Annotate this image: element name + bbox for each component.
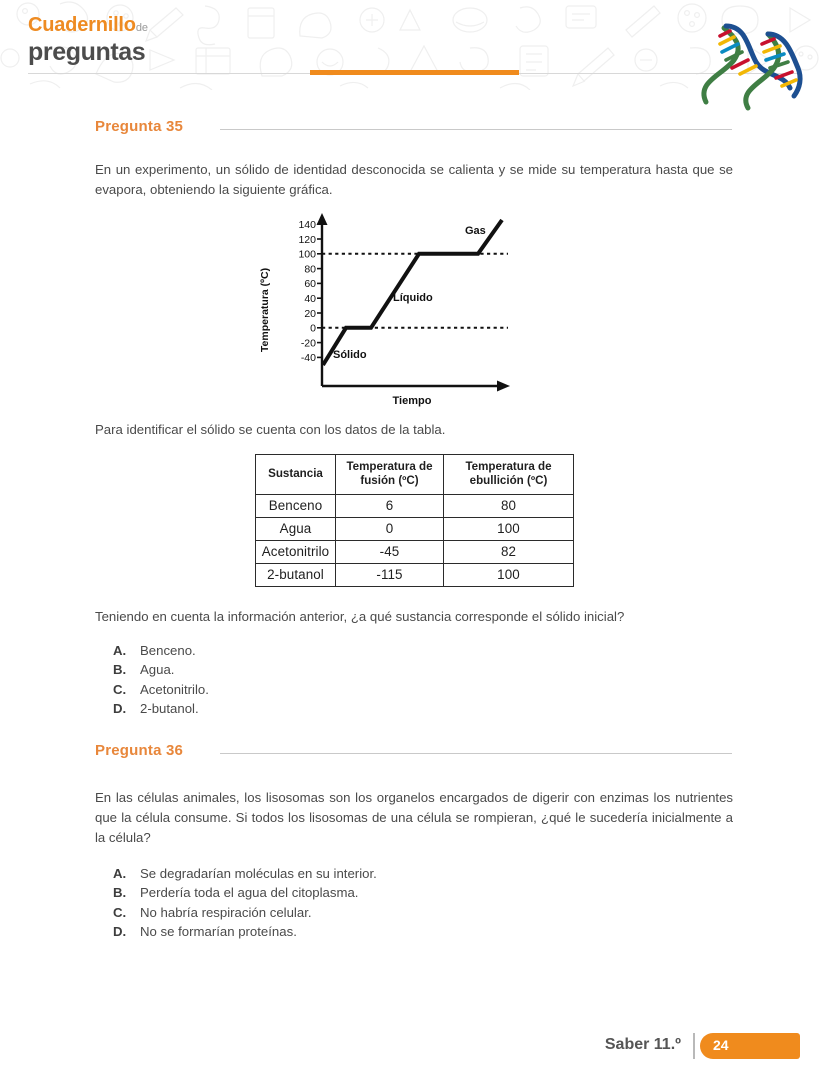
question-block-35 bbox=[0, 118, 828, 718]
header-title-cuadernillo: Cuadernillo bbox=[28, 14, 136, 36]
question-36-options bbox=[113, 864, 828, 941]
option-a-text: Se degradarían moléculas en su interior. bbox=[140, 866, 377, 882]
question-35-table-intro: Para identificar el sólido se cuenta con los datos de la tabla. bbox=[95, 422, 446, 437]
table-cell-fusion: 6 bbox=[336, 495, 444, 518]
svg-text:80: 80 bbox=[304, 263, 316, 276]
header-accent-bar bbox=[310, 70, 519, 75]
option-d-text: No se formarían proteínas. bbox=[140, 924, 297, 940]
option-a[interactable] bbox=[113, 641, 828, 660]
heating-curve-chart bbox=[254, 210, 554, 410]
svg-text:40: 40 bbox=[304, 293, 316, 305]
dna-helix-icon bbox=[690, 22, 810, 112]
header-title-main bbox=[28, 14, 148, 39]
table-cell-boiling: 82 bbox=[444, 541, 574, 564]
table-header-cell: Sustancia bbox=[256, 455, 336, 495]
footer-page-number: 24 bbox=[713, 1037, 729, 1053]
table-header-cell: Temperatura de ebullición (ºC) bbox=[444, 455, 574, 495]
table-row bbox=[256, 564, 574, 587]
svg-text:Sólido: Sólido bbox=[333, 349, 367, 361]
question-36-heading-rule bbox=[220, 753, 732, 754]
option-d-letter: D. bbox=[113, 700, 127, 716]
table-row bbox=[256, 541, 574, 564]
svg-text:Temperatura (ºC): Temperatura (ºC) bbox=[259, 267, 271, 353]
svg-text:-40: -40 bbox=[300, 352, 316, 365]
svg-text:20: 20 bbox=[304, 307, 316, 320]
table-header-cell: Temperatura de fusión (ºC) bbox=[336, 455, 444, 495]
table-cell-substance: Acetonitrilo bbox=[256, 541, 336, 564]
option-b-letter: B. bbox=[113, 885, 127, 901]
table-cell-substance: Benceno bbox=[256, 495, 336, 518]
option-c[interactable] bbox=[113, 680, 828, 699]
question-35-prompt: Teniendo en cuenta la información anterior, ¿a qué sustancia corresponde el sólido inicial? bbox=[95, 609, 625, 624]
option-b-text: Agua. bbox=[140, 662, 175, 678]
table-row bbox=[256, 518, 574, 541]
option-d[interactable] bbox=[113, 699, 828, 718]
option-c-text: No habría respiración celular. bbox=[140, 904, 312, 920]
option-c[interactable] bbox=[113, 903, 828, 922]
option-c-letter: C. bbox=[113, 904, 127, 920]
question-36-intro: En las células animales, los lisosomas son los organelos encargados de digerir con enzimas los nutrientes que la célula consume. Si todos los lisosomas de una célula se rompieran, ¿qué le sucedería inicialmente a la célula? bbox=[95, 790, 733, 846]
footer-exam-label: Saber 11.º bbox=[604, 1036, 681, 1053]
svg-text:60: 60 bbox=[304, 278, 316, 291]
option-b[interactable] bbox=[113, 660, 828, 679]
header-title-group bbox=[28, 14, 148, 66]
question-36-label: Pregunta 36 bbox=[95, 742, 184, 760]
substance-table bbox=[255, 454, 574, 587]
svg-text:Gas: Gas bbox=[465, 225, 486, 237]
svg-text:100: 100 bbox=[298, 248, 316, 261]
page-footer bbox=[0, 1028, 828, 1071]
svg-text:Líquido: Líquido bbox=[393, 292, 433, 304]
question-35-intro: En un experimento, un sólido de identidad desconocida se calienta y se mide su temperatura hasta que se evapora, obteniendo la siguiente gráfica. bbox=[95, 162, 733, 197]
question-block-36 bbox=[0, 742, 828, 941]
svg-text:0: 0 bbox=[310, 322, 316, 335]
option-b[interactable] bbox=[113, 883, 828, 902]
option-a-text: Benceno. bbox=[140, 643, 196, 658]
header-title-de: de bbox=[135, 22, 149, 34]
substance-table-wrap bbox=[255, 454, 573, 587]
table-cell-fusion: -45 bbox=[336, 541, 444, 564]
option-a-letter: A. bbox=[113, 866, 127, 882]
option-b-text: Perdería toda el agua del citoplasma. bbox=[140, 885, 359, 901]
page-content bbox=[0, 118, 828, 941]
option-a[interactable] bbox=[113, 864, 828, 883]
table-header-row bbox=[256, 455, 574, 495]
footer-page-badge bbox=[700, 1033, 800, 1059]
svg-text:-20: -20 bbox=[300, 337, 316, 350]
table-cell-fusion: -115 bbox=[336, 564, 444, 587]
page-header bbox=[0, 0, 828, 118]
svg-text:140: 140 bbox=[298, 219, 316, 231]
option-b-letter: B. bbox=[113, 662, 127, 678]
table-cell-boiling: 100 bbox=[444, 564, 574, 587]
option-d[interactable] bbox=[113, 922, 828, 941]
svg-text:120: 120 bbox=[298, 233, 316, 246]
option-d-text: 2-butanol. bbox=[140, 700, 199, 716]
option-c-letter: C. bbox=[113, 681, 127, 697]
option-a-letter: A. bbox=[113, 643, 127, 658]
question-36-heading bbox=[95, 742, 828, 768]
table-cell-boiling: 80 bbox=[444, 495, 574, 518]
table-row bbox=[256, 495, 574, 518]
question-35-options bbox=[113, 641, 828, 718]
question-35-heading-rule bbox=[220, 129, 732, 130]
table-cell-fusion: 0 bbox=[336, 518, 444, 541]
table-cell-substance: Agua bbox=[256, 518, 336, 541]
header-title-sub: preguntas bbox=[28, 38, 146, 66]
footer-divider bbox=[693, 1033, 695, 1059]
option-d-letter: D. bbox=[113, 924, 127, 940]
question-35-heading bbox=[95, 118, 828, 144]
svg-text:Tiempo: Tiempo bbox=[392, 395, 432, 407]
option-c-text: Acetonitrilo. bbox=[140, 681, 209, 697]
table-cell-boiling: 100 bbox=[444, 518, 574, 541]
question-35-label: Pregunta 35 bbox=[95, 118, 184, 135]
table-cell-substance: 2-butanol bbox=[256, 564, 336, 587]
